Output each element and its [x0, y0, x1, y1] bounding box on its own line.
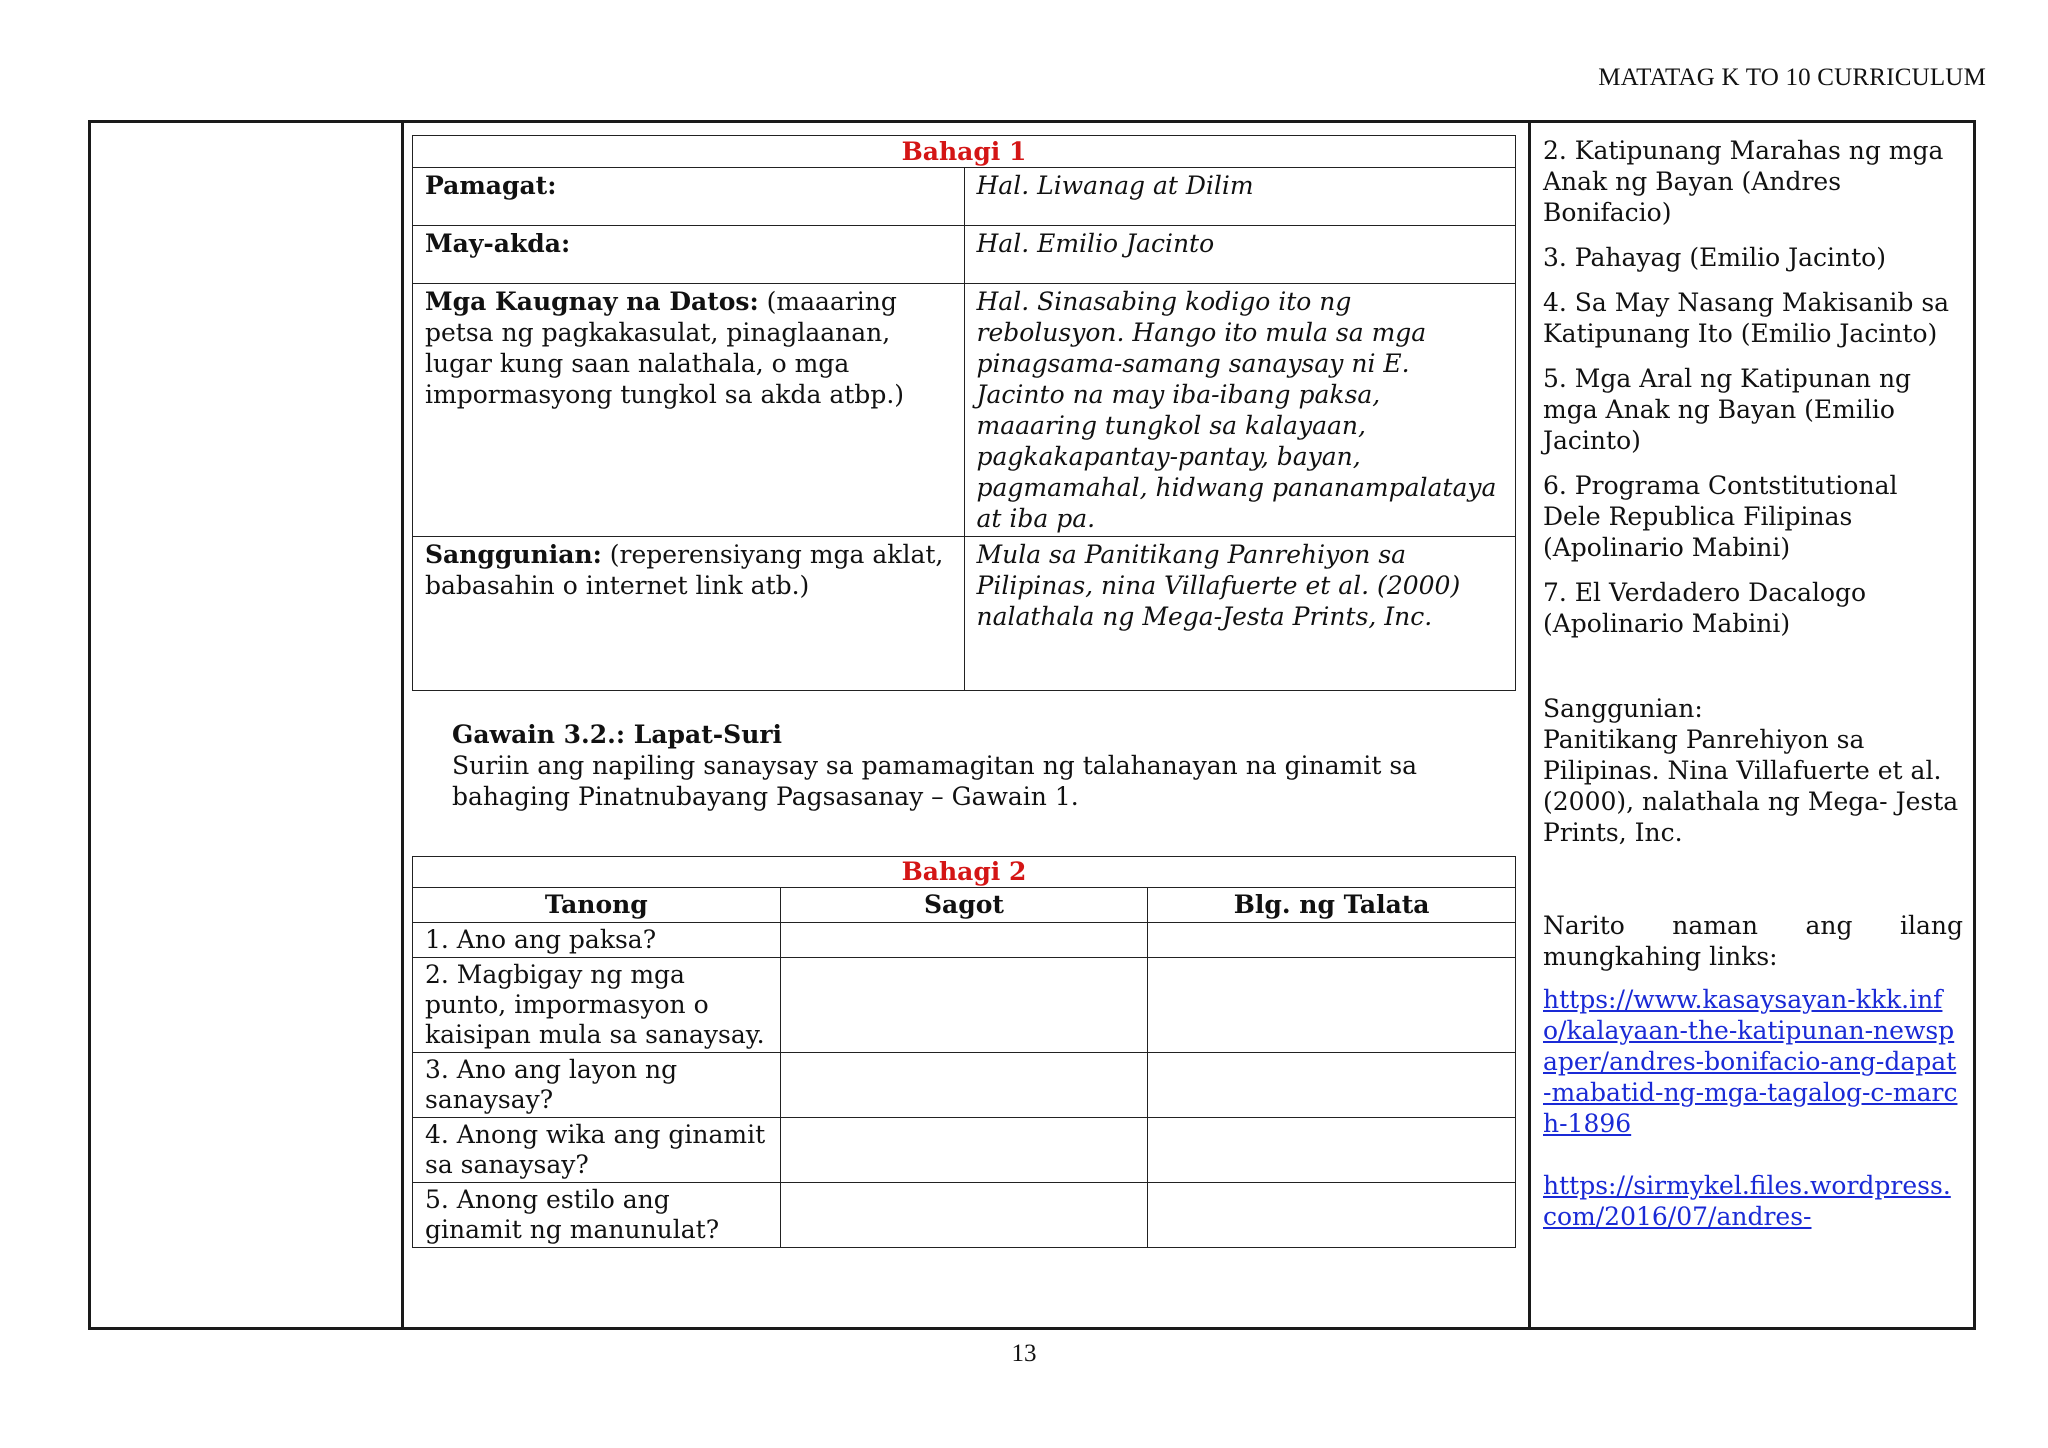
resource-item: 2. Katipunang Marahas ng mga Anak ng Bayan (Andres Bonifacio) — [1543, 136, 1944, 227]
page-number: 13 — [1011, 1340, 1037, 1367]
bahagi-1-caption: Bahagi 1 — [413, 136, 1516, 168]
table-row — [413, 958, 1516, 1053]
table-row — [413, 537, 1516, 691]
link-sirmykel[interactable]: https://sirmykel.files.wordpress.com/2016/07/andres- — [1543, 1171, 1951, 1231]
activity-column — [412, 135, 1516, 1248]
row-value: Hal. Sinasabing kodigo ito ng rebolusyon. Hango ito mula sa mga pinagsama-samang sanaysay ni E. Jacinto na may iba-ibang paksa, maaaring tungkol sa kalayaan, pagkakapantay-pantay, bayan, pagmamahal, hidwang pananampalataya at iba pa. — [964, 284, 1516, 537]
lesson-table — [88, 120, 1976, 1330]
column-header-sagot: Sagot — [780, 888, 1148, 923]
curriculum-header: MATATAG K TO 10 CURRICULUM — [1598, 64, 1986, 91]
header-row — [413, 888, 1516, 923]
links-intro-continued: mungkahing links: — [1543, 942, 1778, 971]
row-label: Pamagat: — [413, 168, 965, 226]
question-cell: 5. Anong estilo ang ginamit ng manunulat? — [413, 1183, 781, 1248]
answer-cell[interactable] — [780, 1053, 1148, 1118]
resource-item: 7. El Verdadero Dacalogo (Apolinario Mabini) — [1543, 578, 1867, 638]
paragraph-number-cell[interactable] — [1148, 1053, 1516, 1118]
table-row — [413, 1118, 1516, 1183]
sanggunian-text: Panitikang Panrehiyon sa Pilipinas. Nina Villafuerte et al. (2000), nalathala ng Mega- Jesta Prints, Inc. — [1543, 725, 1959, 847]
gawain-title: Gawain 3.2.: Lapat-Suri — [452, 720, 783, 749]
link-kasaysayan[interactable]: https://www.kasaysayan-kkk.info/kalayaan-the-katipunan-newspaper/andres-bonifacio-ang-dapat-mabatid-ng-mga-tagalog-c-march-1896 — [1543, 985, 1958, 1138]
answer-cell[interactable] — [780, 1183, 1148, 1248]
table-row — [413, 168, 1516, 226]
resources-column — [1543, 135, 1963, 1232]
sanggunian-label: Sanggunian: — [1543, 694, 1703, 723]
resource-item: 5. Mga Aral ng Katipunan ng mga Anak ng Bayan (Emilio Jacinto) — [1543, 364, 1912, 455]
row-label: Mga Kaugnay na Datos: (maaaring petsa ng pagkakasulat, pinaglaanan, lugar kung saan nalathala, o mga impormasyong tungkol sa akda atbp.) — [413, 284, 965, 537]
resource-item: 3. Pahayag (Emilio Jacinto) — [1543, 243, 1886, 272]
answer-cell[interactable] — [780, 958, 1148, 1053]
row-value: Hal. Liwanag at Dilim — [964, 168, 1516, 226]
bahagi-2-caption: Bahagi 2 — [413, 857, 1516, 888]
resource-item: 4. Sa May Nasang Makisanib sa Katipunang Ito (Emilio Jacinto) — [1543, 288, 1950, 348]
paragraph-number-cell[interactable] — [1148, 923, 1516, 958]
column-divider — [401, 123, 404, 1327]
question-cell: 3. Ano ang layon ng sanaysay? — [413, 1053, 781, 1118]
question-cell: 2. Magbigay ng mga punto, impormasyon o kaisipan mula sa sanaysay. — [413, 958, 781, 1053]
table-row — [413, 923, 1516, 958]
row-value: Hal. Emilio Jacinto — [964, 226, 1516, 284]
column-divider — [1528, 123, 1531, 1327]
table-row — [413, 284, 1516, 537]
answer-cell[interactable] — [780, 923, 1148, 958]
answer-cell[interactable] — [780, 1118, 1148, 1183]
paragraph-number-cell[interactable] — [1148, 1118, 1516, 1183]
row-label: May-akda: — [413, 226, 965, 284]
column-header-talata: Blg. ng Talata — [1148, 888, 1516, 923]
gawain-instructions: Suriin ang napiling sanaysay sa pamamagitan ng talahanayan na ginamit sa bahaging Pinatnubayang Pagsasanay – Gawain 1. — [452, 751, 1418, 811]
column-header-tanong: Tanong — [413, 888, 781, 923]
resource-item: 6. Programa Contstitutional Dele Republica Filipinas (Apolinario Mabini) — [1543, 471, 1898, 562]
table-row — [413, 1183, 1516, 1248]
links-intro: Narito naman ang ilang — [1543, 911, 1963, 940]
paragraph-number-cell[interactable] — [1148, 1183, 1516, 1248]
question-cell: 1. Ano ang paksa? — [413, 923, 781, 958]
question-cell: 4. Anong wika ang ginamit sa sanaysay? — [413, 1118, 781, 1183]
row-label: Sanggunian: (reperensiyang mga aklat, babasahin o internet link atb.) — [413, 537, 965, 691]
paragraph-number-cell[interactable] — [1148, 958, 1516, 1053]
gawain-section — [452, 719, 1516, 812]
table-row — [413, 226, 1516, 284]
bahagi-1-table — [412, 135, 1516, 691]
row-value: Mula sa Panitikang Panrehiyon sa Pilipinas, nina Villafuerte et al. (2000) nalathala ng Mega-Jesta Prints, Inc. — [964, 537, 1516, 691]
bahagi-2-table — [412, 856, 1516, 1248]
table-row — [413, 1053, 1516, 1118]
